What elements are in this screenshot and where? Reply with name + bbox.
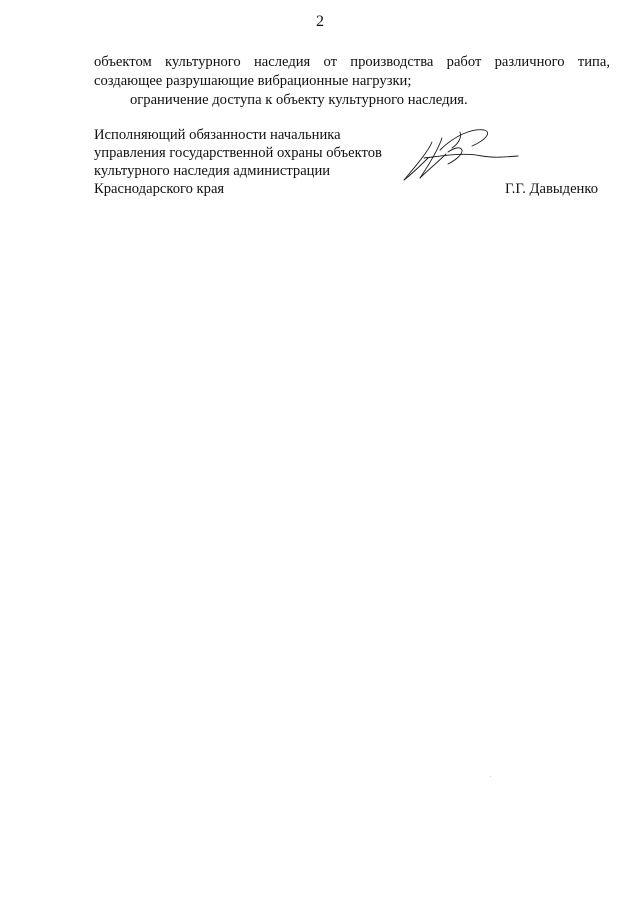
paragraph-access-restriction: ограничение доступа к объекту культурного наследия.: [130, 92, 468, 108]
paragraph-line: объектом культурного наследия от производства работ различного типа,: [94, 54, 610, 70]
document-body: [94, 53, 610, 110]
handwritten-signature: [402, 122, 520, 184]
signature-block: [94, 126, 610, 198]
signer-position-line: культурного наследия администрации: [94, 163, 331, 179]
page-number: 2: [316, 13, 324, 30]
paragraph-line: создающее разрушающие вибрационные нагрузки;: [94, 73, 412, 89]
signer-name: Г.Г. Давыденко: [504, 181, 598, 197]
signer-position-line: Исполняющий обязанности начальника: [94, 127, 341, 143]
scan-speck: [490, 776, 491, 777]
paragraph-vibration-loads: [94, 53, 610, 91]
signer-position-line: Краснодарского края: [94, 181, 225, 197]
signer-position-line: управления государственной охраны объектов: [94, 145, 382, 161]
